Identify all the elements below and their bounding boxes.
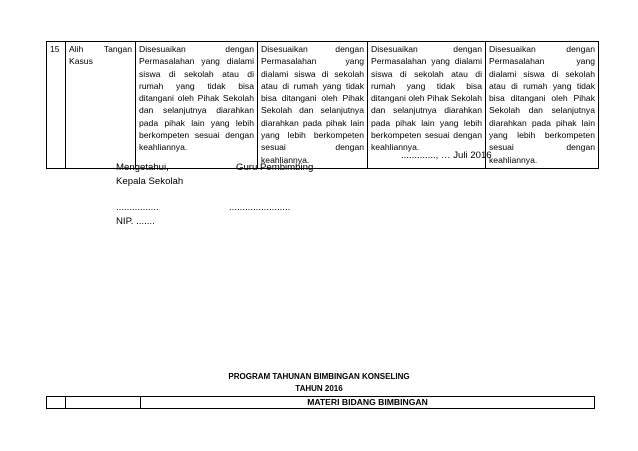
topic-word-alih: Alih [69, 44, 84, 54]
header-cell-topic [66, 397, 141, 409]
guru-signature-dots: ....................... [229, 202, 291, 213]
materi-header-table [46, 396, 595, 409]
table-row [47, 42, 599, 169]
mengetahui-label: Mengetahui, [116, 162, 169, 173]
description-cell-1: Disesuaikan dengan Permasalahan yang dialami siswa di sekolah atau di rumah yang tidak bisa ditangani oleh Pihak Sekolah dan selanjutnya diarahkan pada pihak lain yang lebih berkompeten sesuai dengan keahliannya. [136, 42, 258, 169]
date-line: ............., … Juli 2016 [401, 150, 492, 161]
description-cell-4: Disesuaikan dengan Permasalahan yang dialami siswa di sekolah atau di rumah yang tidak bisa ditangani oleh Pihak Sekolah dan selanjutnya diarahkan pada pihak lain yang lebih berkompeten sesuai dengan keahliannya. [486, 42, 599, 169]
row-number: 15 [47, 42, 66, 169]
kepala-sekolah-label: Kepala Sekolah [116, 176, 184, 187]
description-cell-3: Disesuaikan dengan Permasalahan yang dialami siswa di sekolah atau di rumah yang tidak bisa ditangani oleh Pihak Sekolah dan selanjutnya diarahkan pada pihak lain yang lebih berkompeten sesuai dengan keahliannya. [368, 42, 486, 169]
topic-cell [66, 42, 136, 169]
guru-pembimbing-label: Guru Pembimbing [236, 162, 314, 173]
materi-bidang-header: MATERI BIDANG BIMBINGAN [141, 397, 595, 409]
program-table-row [46, 41, 599, 169]
program-title: PROGRAM TAHUNAN BIMBINGAN KONSELING [228, 372, 410, 381]
kepala-signature-dots: ................ [116, 202, 159, 213]
topic-word-tangan: Tangan [103, 44, 132, 54]
nip-label: NIP. ....... [116, 216, 155, 227]
topic-word-kasus: Kasus [69, 56, 93, 67]
header-cell-number [47, 397, 66, 409]
table-row [47, 397, 595, 409]
program-year: TAHUN 2016 [295, 384, 343, 393]
description-cell-2: Disesuaikan dengan Permasalahan yang dialami siswa di sekolah atau di rumah yang tidak bisa ditangani oleh Pihak Sekolah dan selanjutnya diarahkan pada pihak lain yang lebih berkompeten sesuai dengan keahliannya. [258, 42, 368, 169]
